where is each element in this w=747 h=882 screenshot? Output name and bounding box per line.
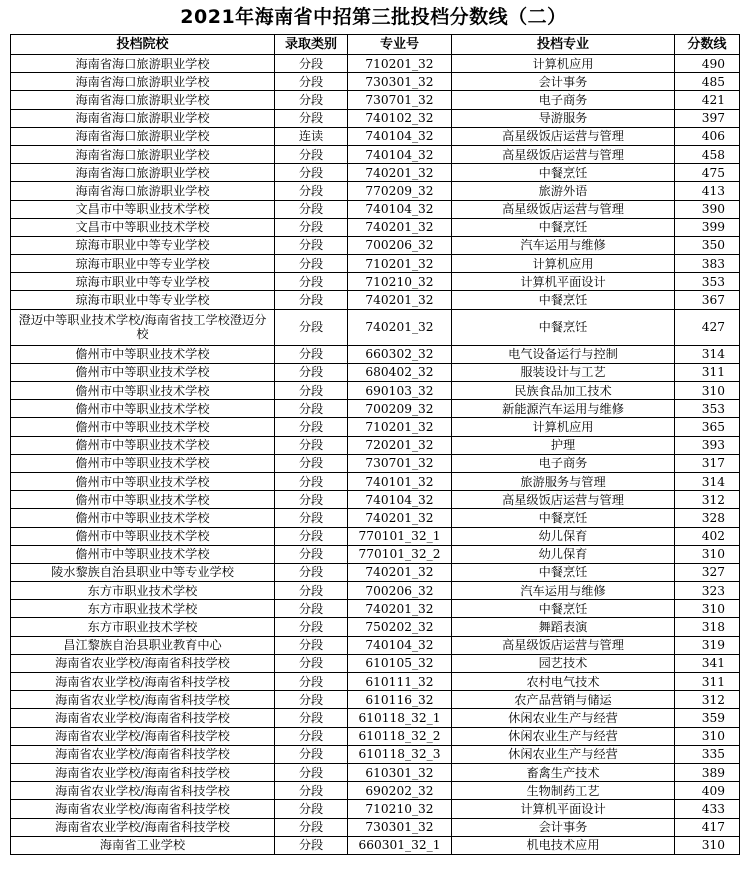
school-cell: 东方市职业技术学校 bbox=[11, 600, 275, 618]
major-cell: 电子商务 bbox=[452, 91, 675, 109]
score-cell: 367 bbox=[675, 291, 740, 309]
major-cell: 中餐烹饪 bbox=[452, 218, 675, 236]
category-cell: 分段 bbox=[275, 563, 348, 581]
major-code-cell: 750202_32 bbox=[348, 618, 452, 636]
major-cell: 高星级饭店运营与管理 bbox=[452, 145, 675, 163]
table-row bbox=[11, 709, 740, 727]
major-code-cell: 730701_32 bbox=[348, 91, 452, 109]
school-cell: 海南省农业学校/海南省科技学校 bbox=[11, 782, 275, 800]
table-row bbox=[11, 727, 740, 745]
table-header-row bbox=[11, 35, 740, 55]
school-cell: 海南省农业学校/海南省科技学校 bbox=[11, 673, 275, 691]
major-cell: 休闲农业生产与经营 bbox=[452, 727, 675, 745]
category-cell: 分段 bbox=[275, 745, 348, 763]
table-row bbox=[11, 745, 740, 763]
category-cell: 分段 bbox=[275, 363, 348, 381]
score-cell: 328 bbox=[675, 509, 740, 527]
category-cell: 分段 bbox=[275, 472, 348, 490]
score-cell: 390 bbox=[675, 200, 740, 218]
table-row bbox=[11, 654, 740, 672]
school-cell: 海南省海口旅游职业学校 bbox=[11, 91, 275, 109]
score-cell: 417 bbox=[675, 818, 740, 836]
score-cell: 341 bbox=[675, 654, 740, 672]
score-cell: 350 bbox=[675, 236, 740, 254]
major-code-cell: 710201_32 bbox=[348, 255, 452, 273]
score-cell: 490 bbox=[675, 55, 740, 73]
major-code-cell: 710210_32 bbox=[348, 800, 452, 818]
major-cell: 服装设计与工艺 bbox=[452, 363, 675, 381]
header-major-code: 专业号 bbox=[348, 35, 452, 55]
school-cell: 东方市职业技术学校 bbox=[11, 582, 275, 600]
category-cell: 连读 bbox=[275, 127, 348, 145]
category-cell: 分段 bbox=[275, 236, 348, 254]
category-cell: 分段 bbox=[275, 491, 348, 509]
major-code-cell: 740104_32 bbox=[348, 200, 452, 218]
table-row bbox=[11, 582, 740, 600]
major-code-cell: 710210_32 bbox=[348, 273, 452, 291]
school-cell: 海南省农业学校/海南省科技学校 bbox=[11, 763, 275, 781]
category-cell: 分段 bbox=[275, 418, 348, 436]
major-code-cell: 740104_32 bbox=[348, 636, 452, 654]
score-cell: 323 bbox=[675, 582, 740, 600]
table-row bbox=[11, 145, 740, 163]
major-cell: 汽车运用与维修 bbox=[452, 582, 675, 600]
table-row bbox=[11, 418, 740, 436]
score-cell: 310 bbox=[675, 545, 740, 563]
category-cell: 分段 bbox=[275, 582, 348, 600]
table-row bbox=[11, 309, 740, 345]
category-cell: 分段 bbox=[275, 164, 348, 182]
score-cell: 310 bbox=[675, 727, 740, 745]
major-cell: 护理 bbox=[452, 436, 675, 454]
table-row bbox=[11, 255, 740, 273]
table-row bbox=[11, 600, 740, 618]
score-cell: 458 bbox=[675, 145, 740, 163]
score-cell: 397 bbox=[675, 109, 740, 127]
table-row bbox=[11, 436, 740, 454]
category-cell: 分段 bbox=[275, 309, 348, 345]
major-cell: 旅游外语 bbox=[452, 182, 675, 200]
school-cell: 海南省农业学校/海南省科技学校 bbox=[11, 691, 275, 709]
major-cell: 计算机应用 bbox=[452, 55, 675, 73]
school-cell: 海南省农业学校/海南省科技学校 bbox=[11, 727, 275, 745]
table-row bbox=[11, 673, 740, 691]
school-cell: 儋州市中等职业技术学校 bbox=[11, 382, 275, 400]
category-cell: 分段 bbox=[275, 436, 348, 454]
major-cell: 中餐烹饪 bbox=[452, 563, 675, 581]
major-code-cell: 730701_32 bbox=[348, 454, 452, 472]
major-code-cell: 740102_32 bbox=[348, 109, 452, 127]
school-cell: 澄迈中等职业技术学校/海南省技工学校澄迈分校 bbox=[11, 309, 275, 345]
score-cell: 319 bbox=[675, 636, 740, 654]
school-cell: 昌江黎族自治县职业教育中心 bbox=[11, 636, 275, 654]
category-cell: 分段 bbox=[275, 255, 348, 273]
score-cell: 389 bbox=[675, 763, 740, 781]
school-cell: 儋州市中等职业技术学校 bbox=[11, 363, 275, 381]
score-cell: 318 bbox=[675, 618, 740, 636]
score-cell: 317 bbox=[675, 454, 740, 472]
major-code-cell: 730301_32 bbox=[348, 73, 452, 91]
table-row bbox=[11, 182, 740, 200]
school-cell: 琼海市职业中等专业学校 bbox=[11, 291, 275, 309]
table-row bbox=[11, 527, 740, 545]
table-row bbox=[11, 836, 740, 854]
header-score: 分数线 bbox=[675, 35, 740, 55]
table-row bbox=[11, 91, 740, 109]
major-cell: 计算机平面设计 bbox=[452, 273, 675, 291]
table-row bbox=[11, 509, 740, 527]
major-cell: 计算机平面设计 bbox=[452, 800, 675, 818]
score-cell: 359 bbox=[675, 709, 740, 727]
major-code-cell: 610105_32 bbox=[348, 654, 452, 672]
category-cell: 分段 bbox=[275, 145, 348, 163]
school-cell: 海南省海口旅游职业学校 bbox=[11, 182, 275, 200]
category-cell: 分段 bbox=[275, 509, 348, 527]
category-cell: 分段 bbox=[275, 673, 348, 691]
table-row bbox=[11, 291, 740, 309]
table-row bbox=[11, 618, 740, 636]
score-cell: 311 bbox=[675, 673, 740, 691]
category-cell: 分段 bbox=[275, 400, 348, 418]
table-row bbox=[11, 563, 740, 581]
score-cell: 393 bbox=[675, 436, 740, 454]
major-cell: 会计事务 bbox=[452, 818, 675, 836]
major-cell: 电气设备运行与控制 bbox=[452, 345, 675, 363]
score-cell: 365 bbox=[675, 418, 740, 436]
major-cell: 舞蹈表演 bbox=[452, 618, 675, 636]
major-code-cell: 690202_32 bbox=[348, 782, 452, 800]
school-cell: 海南省海口旅游职业学校 bbox=[11, 55, 275, 73]
major-cell: 农村电气技术 bbox=[452, 673, 675, 691]
score-cell: 485 bbox=[675, 73, 740, 91]
major-code-cell: 720201_32 bbox=[348, 436, 452, 454]
header-school: 投档院校 bbox=[11, 35, 275, 55]
major-cell: 新能源汽车运用与维修 bbox=[452, 400, 675, 418]
major-code-cell: 740104_32 bbox=[348, 127, 452, 145]
table-row bbox=[11, 236, 740, 254]
score-cell: 409 bbox=[675, 782, 740, 800]
score-cell: 311 bbox=[675, 363, 740, 381]
category-cell: 分段 bbox=[275, 382, 348, 400]
major-cell: 农产品营销与储运 bbox=[452, 691, 675, 709]
score-cell: 312 bbox=[675, 491, 740, 509]
major-cell: 导游服务 bbox=[452, 109, 675, 127]
major-code-cell: 740201_32 bbox=[348, 509, 452, 527]
major-code-cell: 710201_32 bbox=[348, 55, 452, 73]
category-cell: 分段 bbox=[275, 727, 348, 745]
major-cell: 高星级饭店运营与管理 bbox=[452, 491, 675, 509]
major-cell: 生物制药工艺 bbox=[452, 782, 675, 800]
category-cell: 分段 bbox=[275, 654, 348, 672]
table-row bbox=[11, 636, 740, 654]
category-cell: 分段 bbox=[275, 218, 348, 236]
major-code-cell: 770101_32_2 bbox=[348, 545, 452, 563]
major-code-cell: 700206_32 bbox=[348, 236, 452, 254]
school-cell: 儋州市中等职业技术学校 bbox=[11, 400, 275, 418]
table-row bbox=[11, 109, 740, 127]
table-row bbox=[11, 127, 740, 145]
major-cell: 民族食品加工技术 bbox=[452, 382, 675, 400]
major-cell: 计算机应用 bbox=[452, 255, 675, 273]
score-cell: 399 bbox=[675, 218, 740, 236]
major-code-cell: 610111_32 bbox=[348, 673, 452, 691]
score-cell: 310 bbox=[675, 836, 740, 854]
table-row bbox=[11, 273, 740, 291]
school-cell: 海南省农业学校/海南省科技学校 bbox=[11, 709, 275, 727]
category-cell: 分段 bbox=[275, 636, 348, 654]
major-code-cell: 660301_32_1 bbox=[348, 836, 452, 854]
school-cell: 琼海市职业中等专业学校 bbox=[11, 236, 275, 254]
major-code-cell: 680402_32 bbox=[348, 363, 452, 381]
category-cell: 分段 bbox=[275, 818, 348, 836]
category-cell: 分段 bbox=[275, 345, 348, 363]
score-cell: 353 bbox=[675, 273, 740, 291]
table-row bbox=[11, 472, 740, 490]
major-code-cell: 740104_32 bbox=[348, 145, 452, 163]
school-cell: 海南省农业学校/海南省科技学校 bbox=[11, 818, 275, 836]
major-code-cell: 770101_32_1 bbox=[348, 527, 452, 545]
score-cell: 475 bbox=[675, 164, 740, 182]
table-body bbox=[11, 55, 740, 855]
table-row bbox=[11, 454, 740, 472]
score-cell: 314 bbox=[675, 472, 740, 490]
major-cell: 高星级饭店运营与管理 bbox=[452, 636, 675, 654]
category-cell: 分段 bbox=[275, 527, 348, 545]
score-cell: 314 bbox=[675, 345, 740, 363]
school-cell: 琼海市职业中等专业学校 bbox=[11, 273, 275, 291]
school-cell: 海南省海口旅游职业学校 bbox=[11, 127, 275, 145]
header-major: 投档专业 bbox=[452, 35, 675, 55]
major-cell: 会计事务 bbox=[452, 73, 675, 91]
major-cell: 高星级饭店运营与管理 bbox=[452, 200, 675, 218]
major-cell: 高星级饭店运营与管理 bbox=[452, 127, 675, 145]
major-code-cell: 740201_32 bbox=[348, 563, 452, 581]
table-row bbox=[11, 691, 740, 709]
major-cell: 计算机应用 bbox=[452, 418, 675, 436]
school-cell: 陵水黎族自治县职业中等专业学校 bbox=[11, 563, 275, 581]
table-row bbox=[11, 491, 740, 509]
score-cell: 406 bbox=[675, 127, 740, 145]
major-code-cell: 610301_32 bbox=[348, 763, 452, 781]
major-code-cell: 610118_32_2 bbox=[348, 727, 452, 745]
table-row bbox=[11, 164, 740, 182]
school-cell: 儋州市中等职业技术学校 bbox=[11, 345, 275, 363]
major-cell: 中餐烹饪 bbox=[452, 309, 675, 345]
page-title: 2021年海南省中招第三批投档分数线（二） bbox=[180, 6, 567, 28]
school-cell: 儋州市中等职业技术学校 bbox=[11, 545, 275, 563]
major-code-cell: 740201_32 bbox=[348, 291, 452, 309]
table-row bbox=[11, 382, 740, 400]
table-row bbox=[11, 782, 740, 800]
category-cell: 分段 bbox=[275, 709, 348, 727]
school-cell: 儋州市中等职业技术学校 bbox=[11, 436, 275, 454]
school-cell: 海南省农业学校/海南省科技学校 bbox=[11, 800, 275, 818]
category-cell: 分段 bbox=[275, 800, 348, 818]
category-cell: 分段 bbox=[275, 73, 348, 91]
category-cell: 分段 bbox=[275, 291, 348, 309]
school-cell: 海南省农业学校/海南省科技学校 bbox=[11, 745, 275, 763]
table-row bbox=[11, 545, 740, 563]
major-cell: 休闲农业生产与经营 bbox=[452, 745, 675, 763]
major-cell: 园艺技术 bbox=[452, 654, 675, 672]
major-code-cell: 660302_32 bbox=[348, 345, 452, 363]
major-code-cell: 740104_32 bbox=[348, 491, 452, 509]
category-cell: 分段 bbox=[275, 200, 348, 218]
major-code-cell: 770209_32 bbox=[348, 182, 452, 200]
major-code-cell: 610118_32_3 bbox=[348, 745, 452, 763]
major-cell: 幼儿保育 bbox=[452, 545, 675, 563]
school-cell: 儋州市中等职业技术学校 bbox=[11, 491, 275, 509]
table-row bbox=[11, 763, 740, 781]
score-cell: 310 bbox=[675, 382, 740, 400]
table-row bbox=[11, 400, 740, 418]
school-cell: 儋州市中等职业技术学校 bbox=[11, 418, 275, 436]
school-cell: 东方市职业技术学校 bbox=[11, 618, 275, 636]
score-table bbox=[10, 34, 740, 855]
category-cell: 分段 bbox=[275, 763, 348, 781]
category-cell: 分段 bbox=[275, 454, 348, 472]
category-cell: 分段 bbox=[275, 55, 348, 73]
major-cell: 中餐烹饪 bbox=[452, 291, 675, 309]
table-row bbox=[11, 800, 740, 818]
category-cell: 分段 bbox=[275, 182, 348, 200]
score-cell: 383 bbox=[675, 255, 740, 273]
school-cell: 儋州市中等职业技术学校 bbox=[11, 527, 275, 545]
school-cell: 琼海市职业中等专业学校 bbox=[11, 255, 275, 273]
table-row bbox=[11, 818, 740, 836]
school-cell: 文昌市中等职业技术学校 bbox=[11, 200, 275, 218]
table-row bbox=[11, 200, 740, 218]
major-cell: 中餐烹饪 bbox=[452, 600, 675, 618]
category-cell: 分段 bbox=[275, 109, 348, 127]
major-code-cell: 700206_32 bbox=[348, 582, 452, 600]
category-cell: 分段 bbox=[275, 691, 348, 709]
score-cell: 327 bbox=[675, 563, 740, 581]
category-cell: 分段 bbox=[275, 545, 348, 563]
school-cell: 文昌市中等职业技术学校 bbox=[11, 218, 275, 236]
major-code-cell: 610116_32 bbox=[348, 691, 452, 709]
school-cell: 海南省海口旅游职业学校 bbox=[11, 109, 275, 127]
major-cell: 电子商务 bbox=[452, 454, 675, 472]
school-cell: 儋州市中等职业技术学校 bbox=[11, 454, 275, 472]
major-cell: 机电技术应用 bbox=[452, 836, 675, 854]
major-cell: 旅游服务与管理 bbox=[452, 472, 675, 490]
major-cell: 中餐烹饪 bbox=[452, 164, 675, 182]
header-category: 录取类别 bbox=[275, 35, 348, 55]
major-cell: 汽车运用与维修 bbox=[452, 236, 675, 254]
school-cell: 儋州市中等职业技术学校 bbox=[11, 509, 275, 527]
school-cell: 海南省海口旅游职业学校 bbox=[11, 145, 275, 163]
major-cell: 中餐烹饪 bbox=[452, 509, 675, 527]
table-row bbox=[11, 363, 740, 381]
major-cell: 畜禽生产技术 bbox=[452, 763, 675, 781]
major-code-cell: 710201_32 bbox=[348, 418, 452, 436]
table-row bbox=[11, 73, 740, 91]
score-cell: 402 bbox=[675, 527, 740, 545]
score-cell: 413 bbox=[675, 182, 740, 200]
category-cell: 分段 bbox=[275, 273, 348, 291]
table-row bbox=[11, 218, 740, 236]
category-cell: 分段 bbox=[275, 836, 348, 854]
school-cell: 海南省海口旅游职业学校 bbox=[11, 164, 275, 182]
major-code-cell: 740101_32 bbox=[348, 472, 452, 490]
table-row bbox=[11, 55, 740, 73]
table-row bbox=[11, 345, 740, 363]
school-cell: 儋州市中等职业技术学校 bbox=[11, 472, 275, 490]
major-code-cell: 740201_32 bbox=[348, 309, 452, 345]
major-code-cell: 740201_32 bbox=[348, 600, 452, 618]
category-cell: 分段 bbox=[275, 782, 348, 800]
major-code-cell: 610118_32_1 bbox=[348, 709, 452, 727]
major-code-cell: 690103_32 bbox=[348, 382, 452, 400]
score-cell: 335 bbox=[675, 745, 740, 763]
major-code-cell: 700209_32 bbox=[348, 400, 452, 418]
score-cell: 427 bbox=[675, 309, 740, 345]
major-cell: 休闲农业生产与经营 bbox=[452, 709, 675, 727]
score-cell: 312 bbox=[675, 691, 740, 709]
major-code-cell: 740201_32 bbox=[348, 164, 452, 182]
school-cell: 海南省农业学校/海南省科技学校 bbox=[11, 654, 275, 672]
category-cell: 分段 bbox=[275, 91, 348, 109]
category-cell: 分段 bbox=[275, 618, 348, 636]
major-code-cell: 740201_32 bbox=[348, 218, 452, 236]
score-cell: 421 bbox=[675, 91, 740, 109]
score-cell: 353 bbox=[675, 400, 740, 418]
score-cell: 433 bbox=[675, 800, 740, 818]
school-cell: 海南省海口旅游职业学校 bbox=[11, 73, 275, 91]
school-cell: 海南省工业学校 bbox=[11, 836, 275, 854]
major-cell: 幼儿保育 bbox=[452, 527, 675, 545]
category-cell: 分段 bbox=[275, 600, 348, 618]
major-code-cell: 730301_32 bbox=[348, 818, 452, 836]
score-cell: 310 bbox=[675, 600, 740, 618]
